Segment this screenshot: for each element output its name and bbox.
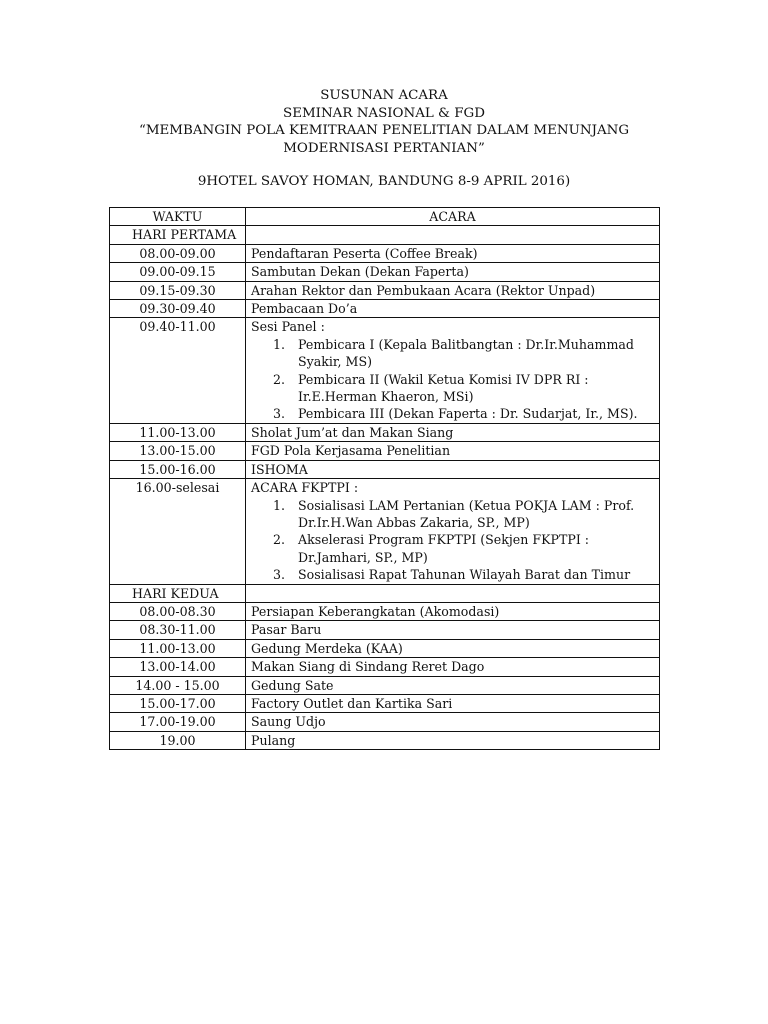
col-header-event: ACARA	[246, 208, 660, 226]
speaker-list	[251, 336, 654, 423]
table-row	[110, 442, 660, 460]
event-cell: Arahan Rektor dan Pembukaan Acara (Rektor Unpad)	[246, 281, 660, 299]
table-row	[110, 263, 660, 281]
list-number: 3.	[273, 406, 286, 422]
time-cell: 09.00-09.15	[110, 263, 246, 281]
title-line-3: “MEMBANGIN POLA KEMITRAAN PENELITIAN DALAM MENUNJANG	[138, 123, 630, 138]
list-text-line-2: Ir.E.Herman Khaeron, MSi)	[298, 389, 474, 405]
event-cell: Gedung Sate	[246, 676, 660, 694]
table-row-fkptpi	[110, 479, 660, 584]
time-cell: 14.00 - 15.00	[110, 676, 246, 694]
event-cell: Persiapan Keberangkatan (Akomodasi)	[246, 602, 660, 620]
list-item	[273, 371, 654, 406]
table-row	[110, 423, 660, 441]
panel-heading: Sesi Panel :	[251, 319, 325, 335]
fkptpi-heading: ACARA FKPTPI :	[251, 480, 359, 496]
list-number: 2.	[273, 532, 286, 548]
event-cell: FGD Pola Kerjasama Penelitian	[246, 442, 660, 460]
title-line-1: SUSUNAN ACARA	[320, 88, 448, 103]
time-cell: 16.00-selesai	[110, 479, 246, 584]
list-text-line-2: Dr.Jamhari, SP., MP)	[298, 549, 428, 565]
table-header-row	[110, 208, 660, 226]
list-item	[273, 497, 654, 532]
empty-cell	[246, 584, 660, 602]
time-cell: 08.30-11.00	[110, 621, 246, 639]
fkptpi-list	[251, 497, 654, 584]
list-number: 1.	[273, 336, 286, 352]
table-row-panel	[110, 318, 660, 423]
time-cell: 08.00-08.30	[110, 602, 246, 620]
table-row	[110, 602, 660, 620]
list-text-line-1: Pembicara II (Wakil Ketua Komisi IV DPR RI :	[298, 371, 589, 387]
time-cell: 19.00	[110, 731, 246, 749]
day-label: HARI PERTAMA	[110, 226, 246, 244]
list-item	[273, 531, 654, 566]
event-cell: Sambutan Dekan (Dekan Faperta)	[246, 263, 660, 281]
time-cell: 15.00-17.00	[110, 694, 246, 712]
col-header-time: WAKTU	[110, 208, 246, 226]
event-cell	[246, 318, 660, 423]
list-item	[273, 405, 654, 422]
list-text-line-1: Pembicara III (Dekan Faperta : Dr. Sudarjat, Ir., MS).	[298, 406, 638, 422]
table-row	[110, 713, 660, 731]
day-label: HARI KEDUA	[110, 584, 246, 602]
table-row	[110, 621, 660, 639]
table-row	[110, 731, 660, 749]
event-cell: Pembacaan Do’a	[246, 300, 660, 318]
document-title	[0, 87, 768, 157]
day-row	[110, 226, 660, 244]
table-row	[110, 460, 660, 478]
time-cell: 08.00-09.00	[110, 244, 246, 262]
day-row	[110, 584, 660, 602]
event-cell: Pasar Baru	[246, 621, 660, 639]
time-cell: 17.00-19.00	[110, 713, 246, 731]
table-row	[110, 281, 660, 299]
list-item	[273, 566, 654, 583]
time-cell: 09.15-09.30	[110, 281, 246, 299]
table-row	[110, 676, 660, 694]
schedule-table	[109, 207, 660, 750]
list-text-line-1: Pembicara I (Kepala Balitbangtan : Dr.Ir.Muhammad	[298, 336, 634, 352]
list-text-line-2: Dr.Ir.H.Wan Abbas Zakaria, SP., MP)	[298, 514, 530, 530]
time-cell: 15.00-16.00	[110, 460, 246, 478]
time-cell: 11.00-13.00	[110, 639, 246, 657]
event-cell: Pendaftaran Peserta (Coffee Break)	[246, 244, 660, 262]
title-line-2: SEMINAR NASIONAL & FGD	[283, 105, 485, 121]
event-cell: Makan Siang di Sindang Reret Dago	[246, 658, 660, 676]
event-cell: Gedung Merdeka (KAA)	[246, 639, 660, 657]
event-cell	[246, 479, 660, 584]
list-text-line-1: Sosialisasi Rapat Tahunan Wilayah Barat dan Timur	[298, 567, 631, 583]
list-number: 2.	[273, 371, 286, 387]
list-number: 3.	[273, 567, 286, 583]
list-item	[273, 336, 654, 371]
list-text-line-2: Syakir, MS)	[298, 354, 372, 370]
time-cell: 09.30-09.40	[110, 300, 246, 318]
time-cell: 13.00-14.00	[110, 658, 246, 676]
list-text-line-1: Akselerasi Program FKPTPI (Sekjen FKPTPI :	[298, 532, 590, 548]
event-cell: ISHOMA	[246, 460, 660, 478]
event-cell: Pulang	[246, 731, 660, 749]
list-number: 1.	[273, 497, 286, 513]
table-row	[110, 694, 660, 712]
table-row	[110, 244, 660, 262]
time-cell: 09.40-11.00	[110, 318, 246, 423]
title-line-4: MODERNISASI PERTANIAN”	[283, 140, 485, 156]
venue-line: 9HOTEL SAVOY HOMAN, BANDUNG 8-9 APRIL 2016)	[197, 174, 571, 189]
list-text-line-1: Sosialisasi LAM Pertanian (Ketua POKJA LAM : Prof.	[298, 497, 635, 513]
empty-cell	[246, 226, 660, 244]
table-row	[110, 300, 660, 318]
table-row	[110, 658, 660, 676]
table-row	[110, 639, 660, 657]
time-cell: 11.00-13.00	[110, 423, 246, 441]
time-cell: 13.00-15.00	[110, 442, 246, 460]
event-cell: Sholat Jum’at dan Makan Siang	[246, 423, 660, 441]
event-cell: Saung Udjo	[246, 713, 660, 731]
event-cell: Factory Outlet dan Kartika Sari	[246, 694, 660, 712]
